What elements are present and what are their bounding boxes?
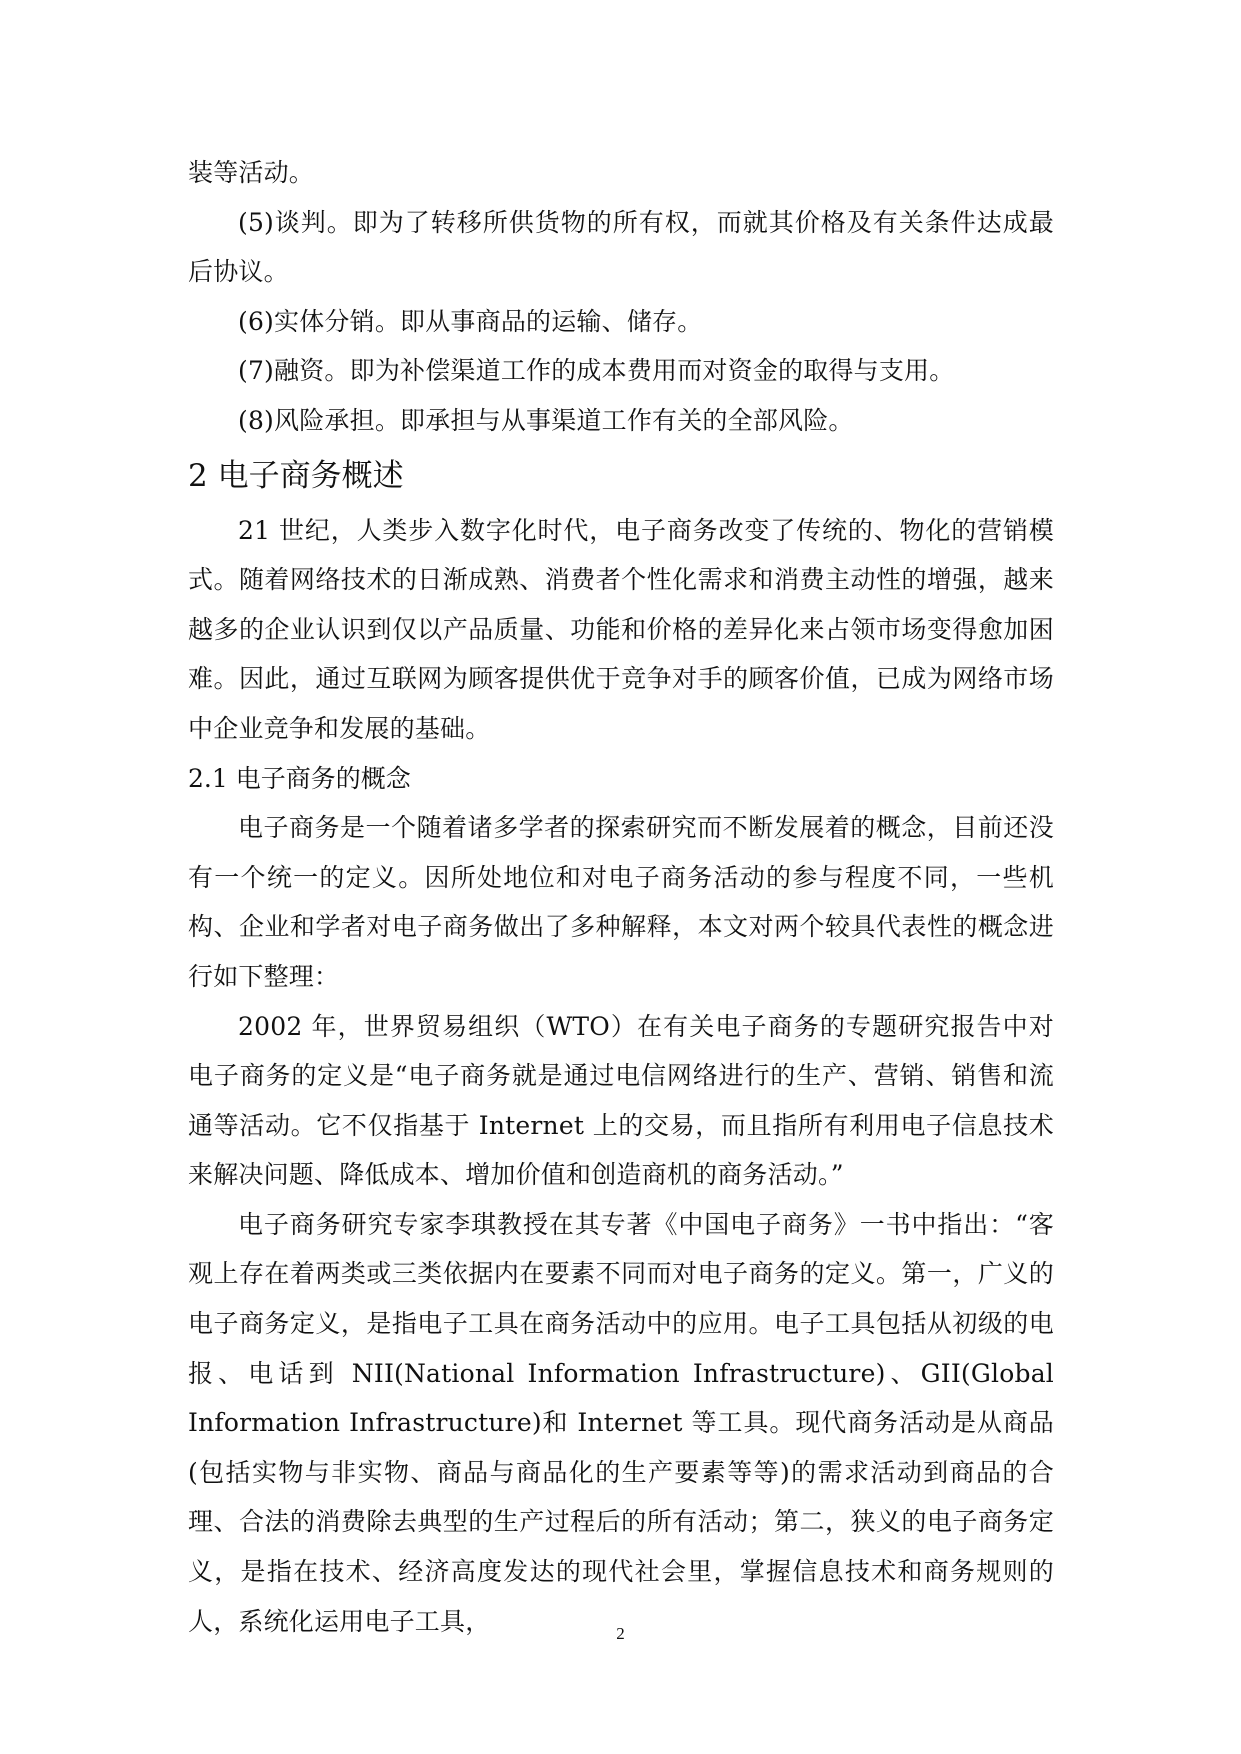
list-item-risk-taking: (8)风险承担。即承担与从事渠道工作有关的全部风险。 xyxy=(238,405,854,435)
page-number: 2 xyxy=(616,1624,625,1643)
body-paragraph: 电子商务是一个随着诸多学者的探索研究而不断发展着的概念，目前还没有一个统一的定义。因所处地位和对电子商务活动的参与程度不同，一些机构、企业和学者对电子商务做出了多种解释，本文对两个较具代表性的概念进行如下整理： xyxy=(188,813,1054,991)
body-paragraph: 电子商务研究专家李琪教授在其专著《中国电子商务》一书中指出：“客观上存在着两类或三类依据内在要素不同而对电子商务的定义。第一，广义的电子商务定义，是指电子工具在商务活动中的应用。电子工具包括从初级的电报、电话到 NII(National Information Infrastructure)、GII(Global Information Infrastructure)和 Internet 等工具。现代商务活动是从商品(包括实物与非实物、商品与商品化的生产要素等等)的需求活动到商品的合理、合法的消费除去典型的生产过程后的所有活动；第二，狭义的电子商务定义，是指在技术、经济高度发达的现代社会里，掌握信息技术和商务规则的人，系统化运用电子工具， xyxy=(188,1209,1054,1636)
list-item-physical-distribution: (6)实体分销。即从事商品的运输、储存。 xyxy=(238,306,703,336)
section-heading: 2 电子商务概述 xyxy=(188,457,404,494)
paragraph-continuation: 装等活动。 xyxy=(188,158,315,187)
body-paragraph: 2002 年，世界贸易组织（WTO）在有关电子商务的专题研究报告中对电子商务的定义是“电子商务就是通过电信网络进行的生产、营销、销售和流通等活动。它不仅指基于 Internet 上的交易，而且指所有利用电子信息技术来解决问题、降低成本、增加价值和创造商机的商务活动。” xyxy=(188,1011,1054,1190)
list-item-financing: (7)融资。即为补偿渠道工作的成本费用而对资金的取得与支用。 xyxy=(238,356,955,386)
page-body xyxy=(188,148,1054,1646)
section-intro-paragraph: 21 世纪，人类步入数字化时代，电子商务改变了传统的、物化的营销模式。随着网络技术的日渐成熟、消费者个性化需求和消费主动性的增强，越来越多的企业认识到仅以产品质量、功能和价格的差异化来占领市场变得愈加困难。因此，通过互联网为顾客提供优于竞争对手的顾客价值，已成为网络市场中企业竞争和发展的基础。 xyxy=(188,515,1054,743)
subsection-heading: 2.1 电子商务的概念 xyxy=(188,763,411,793)
list-item-negotiation: (5)谈判。即为了转移所供货物的所有权，而就其价格及有关条件达成最后协议。 xyxy=(188,207,1054,287)
